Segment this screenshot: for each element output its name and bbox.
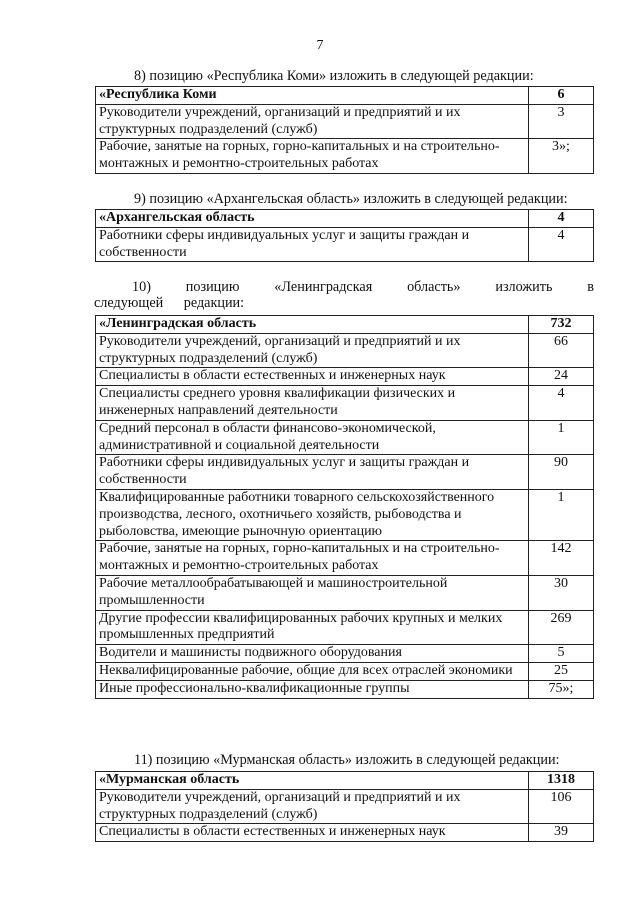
group-value: 1 (529, 420, 594, 455)
group-name: Руководители учреждений, организаций и предприятий и их структурных подразделений (служб) (96, 104, 529, 139)
group-value: 106 (529, 789, 594, 824)
table-row (96, 489, 594, 540)
region-table-leningrad (95, 315, 594, 699)
group-value: 1 (529, 489, 594, 540)
table-row (96, 645, 594, 663)
group-value: 66 (529, 333, 594, 368)
region-total: 732 (529, 316, 594, 334)
table-row (96, 575, 594, 610)
table-row (96, 104, 594, 139)
table-row (96, 368, 594, 386)
group-name: Неквалифицированные рабочие, общие для всех отраслей экономики (96, 662, 529, 680)
table-row (96, 227, 594, 262)
group-name: Рабочие, занятые на горных, горно-капитальных и на строительно-монтажных и ремонтно-строительных работах (96, 139, 529, 174)
group-name: Водители и машинисты подвижного оборудования (96, 645, 529, 663)
group-name: Квалифицированные работники товарного сельскохозяйственного производства, лесного, охотничьего хозяйств, рыбоводства и рыболовства, имеющие рыночную ориентацию (96, 489, 529, 540)
group-value: 4 (529, 227, 594, 262)
region-name: «Архангельская область (96, 210, 529, 228)
group-value: 142 (529, 541, 594, 576)
group-value: 30 (529, 575, 594, 610)
table-header-row (96, 316, 594, 334)
group-value: 39 (529, 824, 594, 842)
table-row (96, 420, 594, 455)
group-value: 3»; (529, 139, 594, 174)
region-total: 1318 (529, 772, 594, 790)
table-row (96, 455, 594, 490)
group-value: 4 (529, 386, 594, 421)
region-name: «Мурманская область (96, 772, 529, 790)
region-table-komi (95, 86, 594, 174)
group-name: Рабочие металлообрабатывающей и машиностроительной промышленности (96, 575, 529, 610)
group-value: 3 (529, 104, 594, 139)
group-name: Специалисты среднего уровня квалификации физических и инженерных направлений деятельности (96, 386, 529, 421)
group-name: Иные профессионально-квалификационные группы (96, 680, 529, 698)
page-number: 7 (316, 38, 324, 53)
group-value: 90 (529, 455, 594, 490)
region-total: 4 (529, 210, 594, 228)
table-header-row (96, 87, 594, 105)
group-name: Рабочие, занятые на горных, горно-капитальных и на строительно-монтажных и ремонтно-строительных работах (96, 541, 529, 576)
group-value: 25 (529, 662, 594, 680)
group-name: Работники сферы индивидуальных услуг и защиты граждан и собственности (96, 455, 529, 490)
region-name: «Республика Коми (96, 87, 529, 105)
section-intro-arkhangelsk: 9) позицию «Архангельская область» изложить в следующей редакции: (134, 191, 568, 207)
region-table-murmansk (95, 771, 594, 842)
table-header-row (96, 210, 594, 228)
group-value: 5 (529, 645, 594, 663)
table-row (96, 662, 594, 680)
group-value: 24 (529, 368, 594, 386)
group-name: Средний персонал в области финансово-экономической, административной и социальной деятельности (96, 420, 529, 455)
group-name: Специалисты в области естественных и инженерных наук (96, 824, 529, 842)
group-name: Другие профессии квалифицированных рабочих крупных и мелких промышленных предприятий (96, 610, 529, 645)
table-row (96, 541, 594, 576)
group-value: 75»; (529, 680, 594, 698)
section-intro-murmansk: 11) позицию «Мурманская область» изложить в следующей редакции: (134, 752, 560, 768)
group-name: Специалисты в области естественных и инженерных наук (96, 368, 529, 386)
table-row (96, 610, 594, 645)
section-intro-leningrad: 10) позицию «Ленинградская область» изложить в следующей редакции: (94, 279, 594, 311)
region-name: «Ленинградская область (96, 316, 529, 334)
region-table-arkhangelsk (95, 209, 594, 262)
table-row (96, 824, 594, 842)
group-name: Руководители учреждений, организаций и предприятий и их структурных подразделений (служб) (96, 789, 529, 824)
group-name: Работники сферы индивидуальных услуг и защиты граждан и собственности (96, 227, 529, 262)
table-row (96, 333, 594, 368)
region-total: 6 (529, 87, 594, 105)
group-name: Руководители учреждений, организаций и предприятий и их структурных подразделений (служб) (96, 333, 529, 368)
table-row (96, 139, 594, 174)
table-header-row (96, 772, 594, 790)
table-row (96, 386, 594, 421)
section-intro-komi: 8) позицию «Республика Коми» изложить в следующей редакции: (134, 68, 534, 84)
table-row (96, 789, 594, 824)
table-row (96, 680, 594, 698)
group-value: 269 (529, 610, 594, 645)
